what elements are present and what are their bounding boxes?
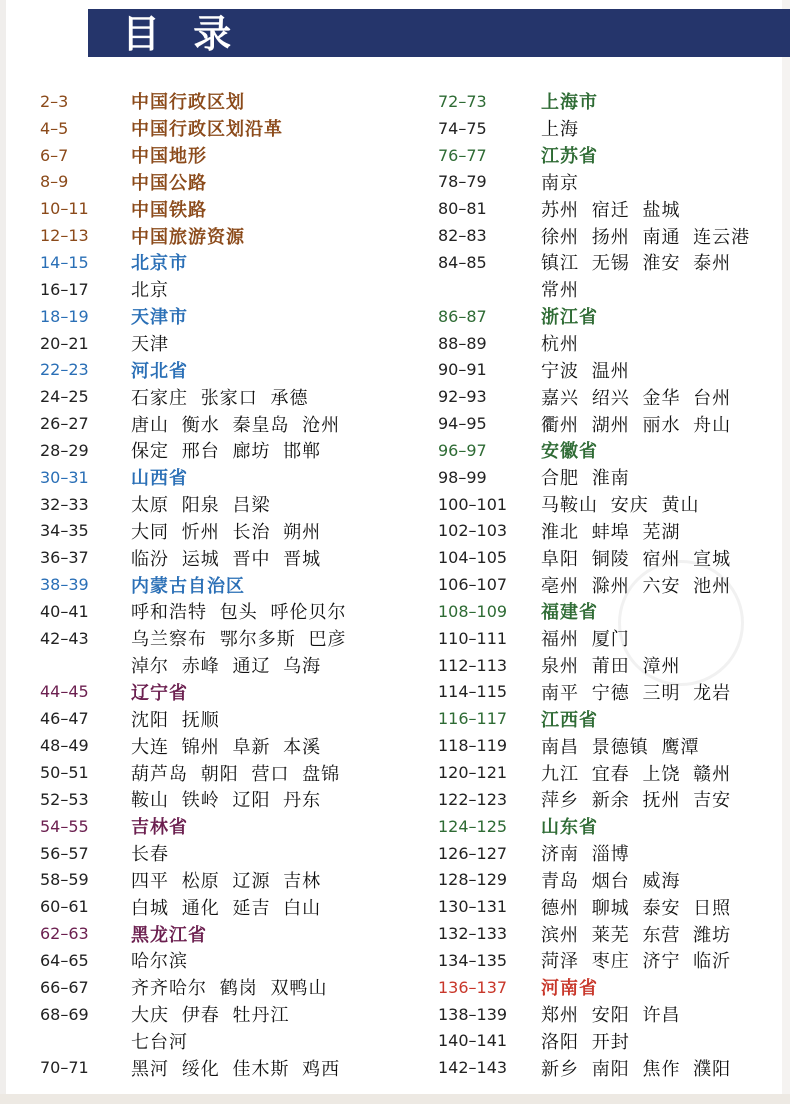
page-range: 94–95 <box>438 414 487 434</box>
entry-title: 苏州 宿迁 盐城 <box>541 199 681 221</box>
toc-entry-row[interactable] <box>438 625 778 652</box>
section-title: 中国铁路 <box>131 199 207 221</box>
toc-entry-row[interactable] <box>40 276 400 303</box>
toc-section-row[interactable] <box>438 705 778 732</box>
page-range: 44–45 <box>40 682 89 702</box>
entry-title: 南平 宁德 三明 龙岩 <box>541 682 732 704</box>
page-edge-left <box>0 0 6 1104</box>
section-title: 天津市 <box>131 307 188 329</box>
page-edge-right <box>782 0 790 1104</box>
page-range: 74–75 <box>438 118 487 138</box>
toc-entry-row[interactable] <box>438 115 778 142</box>
section-title: 山东省 <box>541 817 598 839</box>
page-range: 110–111 <box>438 628 508 648</box>
toc-entry-row[interactable] <box>438 383 778 410</box>
page-range: 136–137 <box>438 977 508 997</box>
entry-title: 萍乡 新余 抚州 吉安 <box>541 790 732 812</box>
entry-title: 青岛 烟台 威海 <box>541 870 681 892</box>
page-range: 28–29 <box>40 440 89 460</box>
entry-title: 阜阳 铜陵 宿州 宣城 <box>541 548 732 570</box>
page-range: 58–59 <box>40 870 89 890</box>
section-title: 上海市 <box>541 92 598 114</box>
toc-section-row[interactable] <box>40 88 400 115</box>
entry-title: 衢州 湖州 丽水 舟山 <box>541 414 732 436</box>
page-range: 36–37 <box>40 548 89 568</box>
section-title: 中国公路 <box>131 172 207 194</box>
entry-title: 石家庄 张家口 承德 <box>131 387 309 409</box>
toc-entry-row[interactable] <box>438 249 778 276</box>
entry-title: 淖尔 赤峰 通辽 乌海 <box>131 656 322 678</box>
toc-entry-row[interactable] <box>40 437 400 464</box>
section-title: 河南省 <box>541 978 598 1000</box>
page-range: 26–27 <box>40 414 89 434</box>
toc-section-row[interactable] <box>438 813 778 840</box>
entry-title: 齐齐哈尔 鹤岗 双鸭山 <box>131 978 328 1000</box>
toc-section-row[interactable] <box>40 813 400 840</box>
entry-title: 天津 <box>131 334 169 356</box>
page-range: 48–49 <box>40 736 89 756</box>
page-range: 56–57 <box>40 843 89 863</box>
section-title: 江西省 <box>541 709 598 731</box>
page-range: 64–65 <box>40 950 89 970</box>
page-range: 104–105 <box>438 548 508 568</box>
entry-title: 沈阳 抚顺 <box>131 709 220 731</box>
page-range: 102–103 <box>438 521 508 541</box>
page-range: 14–15 <box>40 252 89 272</box>
page-range: 24–25 <box>40 387 89 407</box>
entry-title: 泉州 莆田 漳州 <box>541 656 681 678</box>
section-title: 内蒙古自治区 <box>131 575 245 597</box>
page-range: 18–19 <box>40 306 89 326</box>
page-range: 98–99 <box>438 467 487 487</box>
section-title: 江苏省 <box>541 146 598 168</box>
page-range: 62–63 <box>40 924 89 944</box>
page-range: 120–121 <box>438 763 508 783</box>
toc-entry-row[interactable] <box>438 410 778 437</box>
section-title: 河北省 <box>131 360 188 382</box>
page-range: 66–67 <box>40 977 89 997</box>
toc-section-row[interactable] <box>438 598 778 625</box>
toc-entry-row[interactable] <box>40 625 400 652</box>
section-title: 福建省 <box>541 602 598 624</box>
page-range: 52–53 <box>40 789 89 809</box>
entry-title: 福州 厦门 <box>541 629 630 651</box>
toc-section-row[interactable] <box>40 222 400 249</box>
toc-section-row[interactable] <box>40 169 400 196</box>
toc-entry-row[interactable] <box>40 544 400 571</box>
entry-title: 长春 <box>131 844 169 866</box>
toc-entry-row[interactable] <box>40 759 400 786</box>
toc-entry-row[interactable] <box>40 866 400 893</box>
toc-entry-row[interactable] <box>438 1054 778 1081</box>
entry-title: 马鞍山 安庆 黄山 <box>541 495 700 517</box>
toc-entry-row[interactable] <box>40 947 400 974</box>
toc-entry-row[interactable] <box>438 786 778 813</box>
entry-title: 常州 <box>541 280 579 302</box>
page-range: 106–107 <box>438 575 508 595</box>
toc-section-row[interactable] <box>438 142 778 169</box>
toc-section-row[interactable] <box>40 115 400 142</box>
page-range: 84–85 <box>438 252 487 272</box>
toc-entry-row[interactable] <box>40 732 400 759</box>
toc-entry-row[interactable] <box>40 330 400 357</box>
toc-entry-row[interactable] <box>438 732 778 759</box>
entry-title: 嘉兴 绍兴 金华 台州 <box>541 387 732 409</box>
page-range: 10–11 <box>40 199 89 219</box>
entry-title: 滨州 莱芜 东营 潍坊 <box>541 924 732 946</box>
page-range: 68–69 <box>40 1004 89 1024</box>
section-title: 浙江省 <box>541 307 598 329</box>
page-range: 54–55 <box>40 816 89 836</box>
entry-title: 亳州 滁州 六安 池州 <box>541 575 732 597</box>
entry-title: 哈尔滨 <box>131 951 188 973</box>
toc-entry-row[interactable] <box>40 491 400 518</box>
page-range: 132–133 <box>438 924 508 944</box>
toc-entry-row[interactable] <box>438 893 778 920</box>
page-range: 140–141 <box>438 1031 508 1051</box>
section-title: 中国地形 <box>131 146 207 168</box>
entry-title: 南昌 景德镇 鹰潭 <box>541 736 700 758</box>
toc-entry-row[interactable] <box>438 652 778 679</box>
page-range: 22–23 <box>40 360 89 380</box>
page-range: 42–43 <box>40 628 89 648</box>
toc-section-row[interactable] <box>40 142 400 169</box>
page-range: 90–91 <box>438 360 487 380</box>
toc-entry-row[interactable] <box>40 974 400 1001</box>
page-range: 34–35 <box>40 521 89 541</box>
section-title: 吉林省 <box>131 817 188 839</box>
entry-title: 鞍山 铁岭 辽阳 丹东 <box>131 790 322 812</box>
entry-title: 济南 淄博 <box>541 844 630 866</box>
entry-title: 郑州 安阳 许昌 <box>541 1005 681 1027</box>
page-range: 114–115 <box>438 682 508 702</box>
toc-entry-row[interactable] <box>438 544 778 571</box>
section-title: 中国行政区划沿革 <box>131 119 283 141</box>
page-range: 32–33 <box>40 494 89 514</box>
entry-title: 徐州 扬州 南通 连云港 <box>541 226 751 248</box>
toc-entry-row[interactable] <box>438 356 778 383</box>
entry-title: 九江 宜春 上饶 赣州 <box>541 763 732 785</box>
entry-title: 大同 忻州 长治 朔州 <box>131 521 322 543</box>
entry-title: 德州 聊城 泰安 日照 <box>541 897 732 919</box>
toc-entry-row[interactable] <box>40 786 400 813</box>
page-range: 122–123 <box>438 789 508 809</box>
toc-entry-row[interactable] <box>438 947 778 974</box>
toc-entry-row[interactable] <box>438 920 778 947</box>
toc-entry-row[interactable] <box>438 1028 778 1055</box>
toc-section-row[interactable] <box>40 571 400 598</box>
page-range: 76–77 <box>438 145 487 165</box>
toc-entry-row[interactable] <box>438 759 778 786</box>
page-range: 6–7 <box>40 145 69 165</box>
entry-title: 黑河 绥化 佳木斯 鸡西 <box>131 1058 341 1080</box>
entry-title: 杭州 <box>541 334 579 356</box>
entry-title: 新乡 南阳 焦作 濮阳 <box>541 1058 732 1080</box>
page-range: 50–51 <box>40 763 89 783</box>
toc-entry-row[interactable] <box>40 598 400 625</box>
page-range: 8–9 <box>40 172 69 192</box>
toc-entry-row[interactable] <box>438 491 778 518</box>
entry-title: 宁波 温州 <box>541 360 630 382</box>
page-range: 20–21 <box>40 333 89 353</box>
entry-title: 南京 <box>541 172 579 194</box>
page-range: 116–117 <box>438 709 508 729</box>
page-range: 72–73 <box>438 91 487 111</box>
toc-entry-row[interactable] <box>40 840 400 867</box>
section-title: 山西省 <box>131 468 188 490</box>
toc-entry-row[interactable] <box>40 893 400 920</box>
section-title: 中国行政区划 <box>131 92 245 114</box>
page-range: 78–79 <box>438 172 487 192</box>
entry-title: 临汾 运城 晋中 晋城 <box>131 548 322 570</box>
entry-title: 唐山 衡水 秦皇岛 沧州 <box>131 414 341 436</box>
toc-section-row[interactable] <box>438 303 778 330</box>
page-range: 70–71 <box>40 1058 89 1078</box>
entry-title: 洛阳 开封 <box>541 1031 630 1053</box>
toc-entry-row[interactable] <box>40 705 400 732</box>
page-range: 128–129 <box>438 870 508 890</box>
page-range: 130–131 <box>438 897 508 917</box>
entry-title: 葫芦岛 朝阳 营口 盘锦 <box>131 763 341 785</box>
toc-entry-row[interactable] <box>438 276 778 303</box>
toc-entry-row[interactable] <box>438 222 778 249</box>
toc-entry-row[interactable] <box>40 518 400 545</box>
entry-title: 大庆 伊春 牡丹江 <box>131 1005 290 1027</box>
entry-title: 乌兰察布 鄂尔多斯 巴彦 <box>131 629 347 651</box>
entry-title: 北京 <box>131 280 169 302</box>
toc-entry-row[interactable] <box>438 866 778 893</box>
toc-section-row[interactable] <box>40 356 400 383</box>
toc-section-row[interactable] <box>438 974 778 1001</box>
toc-entry-row[interactable] <box>40 410 400 437</box>
page-range: 124–125 <box>438 816 508 836</box>
entry-title: 太原 阳泉 吕梁 <box>131 495 271 517</box>
page-range: 100–101 <box>438 494 508 514</box>
toc-right-column <box>438 88 778 1081</box>
entry-title: 呼和浩特 包头 呼伦贝尔 <box>131 602 347 624</box>
toc-section-row[interactable] <box>40 195 400 222</box>
entry-title: 菏泽 枣庄 济宁 临沂 <box>541 951 732 973</box>
entry-title: 淮北 蚌埠 芜湖 <box>541 521 681 543</box>
toc-entry-row[interactable] <box>438 840 778 867</box>
section-title: 安徽省 <box>541 441 598 463</box>
toc-entry-row[interactable] <box>438 464 778 491</box>
toc-entry-row[interactable] <box>40 1028 400 1055</box>
page-range: 38–39 <box>40 575 89 595</box>
toc-entry-row[interactable] <box>40 652 400 679</box>
toc-entry-row[interactable] <box>438 571 778 598</box>
toc-entry-row[interactable] <box>438 518 778 545</box>
entry-title: 白城 通化 延吉 白山 <box>131 897 322 919</box>
page-range: 108–109 <box>438 601 508 621</box>
toc-section-row[interactable] <box>40 464 400 491</box>
page-range: 82–83 <box>438 226 487 246</box>
section-title: 北京市 <box>131 253 188 275</box>
page-range: 16–17 <box>40 279 89 299</box>
toc-entry-row[interactable] <box>438 195 778 222</box>
page-range: 46–47 <box>40 709 89 729</box>
page-range: 92–93 <box>438 387 487 407</box>
entry-title: 保定 邢台 廊坊 邯郸 <box>131 441 322 463</box>
page-range: 96–97 <box>438 440 487 460</box>
entry-title: 合肥 淮南 <box>541 468 630 490</box>
toc-entry-row[interactable] <box>40 1001 400 1028</box>
toc-left-column <box>40 88 400 1081</box>
page-range: 118–119 <box>438 736 508 756</box>
page-range: 12–13 <box>40 226 89 246</box>
section-title: 辽宁省 <box>131 682 188 704</box>
entry-title: 四平 松原 辽源 吉林 <box>131 870 322 892</box>
toc-section-row[interactable] <box>438 437 778 464</box>
page-range: 30–31 <box>40 467 89 487</box>
toc-section-row[interactable] <box>40 920 400 947</box>
toc-entry-row[interactable] <box>438 1001 778 1028</box>
page-range: 138–139 <box>438 1004 508 1024</box>
toc-section-row[interactable] <box>438 88 778 115</box>
toc-entry-row[interactable] <box>438 330 778 357</box>
toc-entry-row[interactable] <box>40 383 400 410</box>
page-range: 40–41 <box>40 601 89 621</box>
page-range: 80–81 <box>438 199 487 219</box>
page-range: 112–113 <box>438 655 508 675</box>
page-edge-bottom <box>0 1094 790 1104</box>
section-title: 黑龙江省 <box>131 924 207 946</box>
page-range: 2–3 <box>40 91 69 111</box>
page-range: 142–143 <box>438 1058 508 1078</box>
entry-title: 大连 锦州 阜新 本溪 <box>131 736 322 758</box>
page-range: 88–89 <box>438 333 487 353</box>
toc-entry-row[interactable] <box>438 679 778 706</box>
page-range: 86–87 <box>438 306 487 326</box>
toc-section-row[interactable] <box>40 249 400 276</box>
page-range: 60–61 <box>40 897 89 917</box>
toc-section-row[interactable] <box>40 303 400 330</box>
toc-section-row[interactable] <box>40 679 400 706</box>
toc-entry-row[interactable] <box>438 169 778 196</box>
section-title: 中国旅游资源 <box>131 226 245 248</box>
entry-title: 七台河 <box>131 1031 188 1053</box>
page-title: 目 录 <box>122 12 242 56</box>
page-range: 126–127 <box>438 843 508 863</box>
entry-title: 上海 <box>541 119 579 141</box>
entry-title: 镇江 无锡 淮安 泰州 <box>541 253 732 275</box>
toc-entry-row[interactable] <box>40 1054 400 1081</box>
page-range: 4–5 <box>40 118 69 138</box>
page-range: 134–135 <box>438 950 508 970</box>
